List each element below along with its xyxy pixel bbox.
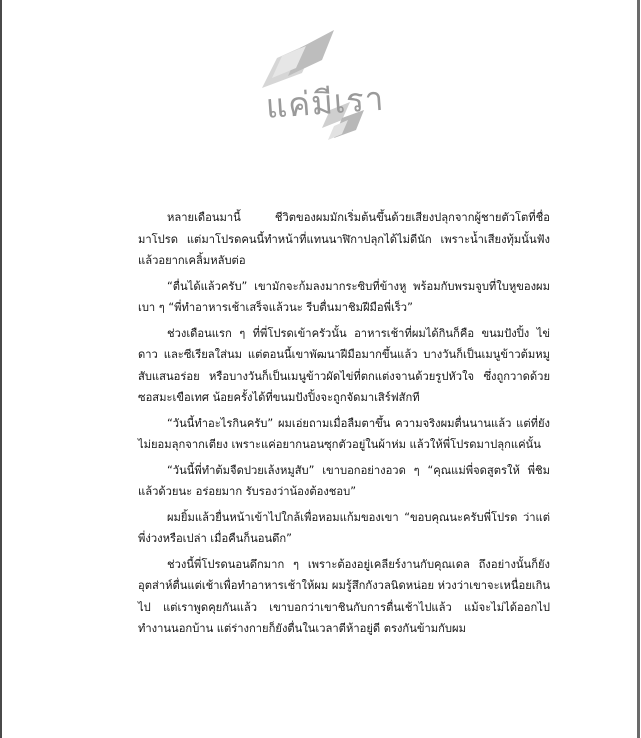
paragraph: หลายเดือนมานี้ ชีวิตของผมมักเริ่มต้นขึ้นด้วยเสียงปลุกจากผู้ชายตัวโตที่ชื่อ มาโปรด แต่มาโปรดคนนี้ทำหน้าที่แทนนาฬิกาปลุกได้ไม่ดีนัก เพราะน้ำเสียงทุ้มนั้นฟังแล้วอยากเคลิ้มหลับต่อ: [138, 211, 550, 267]
paragraph: ช่วงนี้พี่โปรดนอนดึกมาก ๆ เพราะต้องอยู่เคลียร์งานกับคุณเดล ถึงอย่างนั้นก็ยังอุตส่าห์ตื่นแต่เช้าเพื่อทำอาหารเช้าให้ผม ผมรู้สึกกังวลนิดหน่อย ห่วงว่าเขาจะเหนื่อยเกินไป แต่เราพูดคุยกันแล้ว เขาบอกว่าเขาชินกับการตื่นเช้าไปแล้ว แม้จะไม่ได้ออกไปทำงานนอกบ้าน แต่ร่างกายก็ยังตื่นในเวลาตีห้าอยู่ดี ตรงกันข้ามกับผม: [138, 557, 550, 635]
chapter-title-text: แค่มีเรา: [264, 78, 386, 126]
paragraph: “ตื่นได้แล้วครับ” เขามักจะก้มลงมากระซิบที่ข้างหู พร้อมกับพรมจูบที่ใบหูของผมเบา ๆ “พี่ทำอาหารเช้าเสร็จแล้วนะ รีบตื่นมาชิมฝีมือพี่เร็ว”: [138, 279, 550, 314]
paragraph: “วันนี้พี่ทำต้มจืดปวยเล้งหมูสับ” เขาบอกอย่างอวด ๆ “คุณแม่พี่จดสูตรให้ พี่ชิมแล้วด้วยนะ อร่อยมาก รับรองว่าน้องต้องชอบ”: [138, 463, 550, 498]
chapter-title-logo: [222, 18, 392, 153]
page-left-edge: [0, 0, 2, 738]
paragraph: “วันนี้ทำอะไรกินครับ” ผมเอ่ยถามเมื่อลืมตาขึ้น ความจริงผมตื่นนานแล้ว แต่ที่ยังไม่ยอมลุกจากเตียง เพราะแค่อยากนอนซุกตัวอยู่ในผ้าห่ม แล้วให้พี่โปรดมาปลุกแค่นั้น: [138, 416, 550, 451]
paragraph: ช่วงเดือนแรก ๆ ที่พี่โปรดเข้าครัวนั้น อาหารเช้าที่ผมได้กินก็คือ ขนมปังปิ้ง ไข่ดาว และซีเรียลใส่นม แต่ตอนนี้เขาพัฒนาฝีมือมากขึ้นแล้ว บางวันก็เป็นเมนูข้าวต้มหมูสับแสนอร่อย หรือบางวันก็เป็นเมนูข้าวผัดไข่ที่ตกแต่งจานด้วยรูปหัวใจ ซึ่งถูกวาดด้วยซอสมะเขือเทศ น้อยครั้งได้ที่ขนมปังปิ้งจะถูกจัดมาเสิร์ฟสักที: [138, 326, 550, 404]
paragraph: ผมยิ้มแล้วยื่นหน้าเข้าไปใกล้เพื่อหอมแก้มของเขา “ขอบคุณนะครับพี่โปรด ว่าแต่พี่ง่วงหรือเปล่า เมื่อคืนก็นอนดึก”: [138, 510, 550, 545]
chapter-body: [138, 207, 550, 644]
page-right-edge: [637, 0, 640, 738]
